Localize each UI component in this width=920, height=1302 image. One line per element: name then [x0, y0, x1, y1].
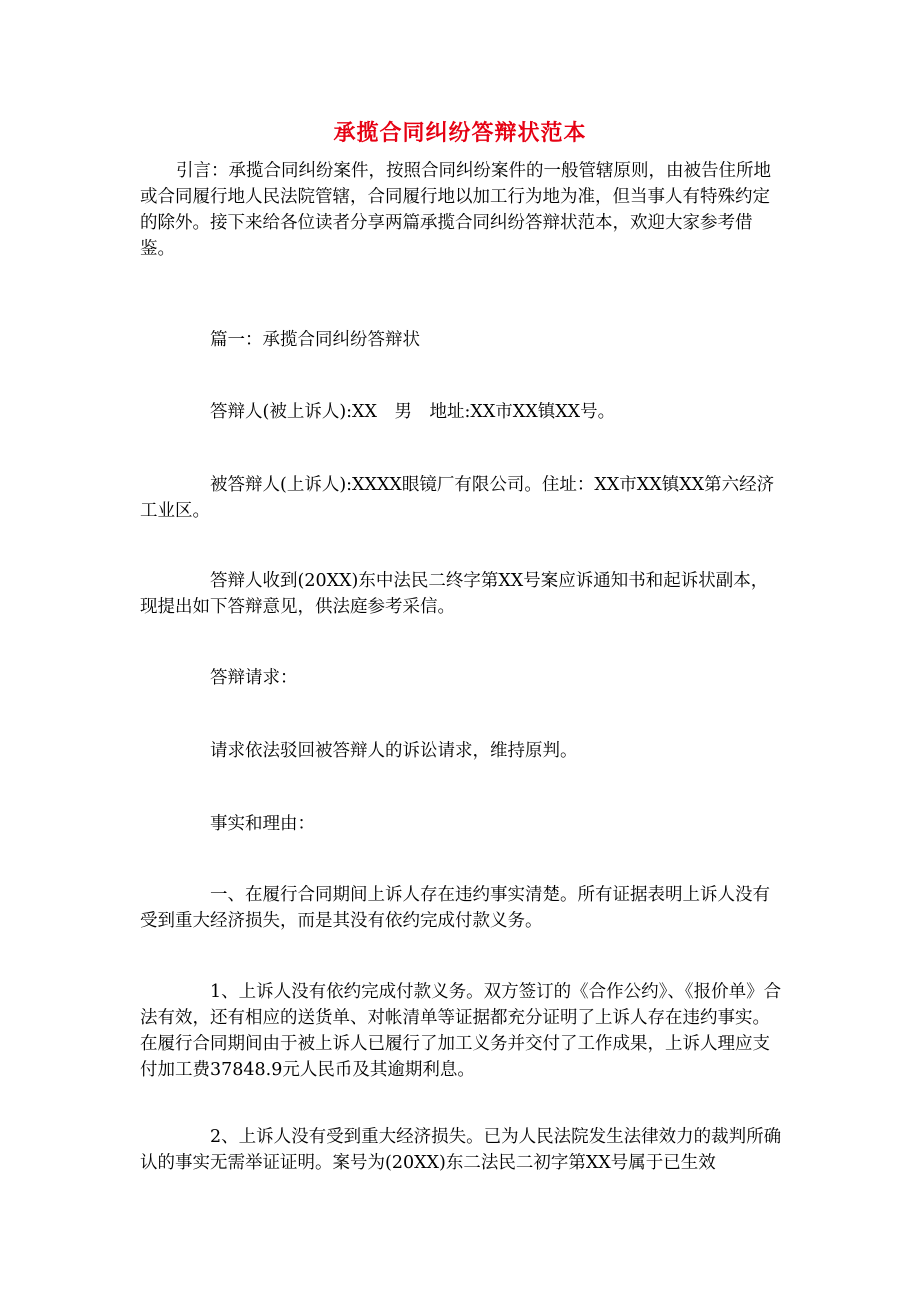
intro-paragraph: 引言：承揽合同纠纷案件，按照合同纠纷案件的一般管辖原则，由被告住所地或合同履行地人民法院管辖，合同履行地以加工行为地为准，但当事人有特殊约定的除外。接下来给各位读者分享两篇承揽合同纠纷答辩状范本，欢迎大家参考借鉴。: [140, 161, 771, 259]
appellant-paragraph: 被答辩人(上诉人):XXXX眼镜厂有限公司。住址：XX市XX镇XX第六经济工业区。: [140, 475, 775, 521]
document-title: 承揽合同纠纷答辩状范本: [333, 120, 587, 146]
respondent-paragraph: 答辩人(被上诉人):XX 男 地址:XX市XX镇XX号。: [210, 402, 616, 422]
facts-paragraph-1: 一、在履行合同期间上诉人存在违约事实清楚。所有证据表明上诉人没有受到重大经济损失，而是其没有依约完成付款义务。: [140, 885, 770, 931]
request-heading: 答辩请求：: [210, 668, 298, 688]
notice-paragraph: 答辩人收到(20XX)东中法民二终字第XX号案应诉通知书和起诉状副本，现提出如下答辩意见，供法庭参考采信。: [140, 571, 769, 617]
facts-paragraph-2: 1、上诉人没有依约完成付款义务。双方签订的《合作公约》、《报价单》合法有效，还有相应的送货单、对帐清单等证据都充分证明了上诉人存在违约事实。在履行合同期间由于被上诉人已履行了加工义务并交付了工作成果，上诉人理应支付加工费37848.9元人民币及其逾期利息。: [140, 982, 782, 1080]
section-heading: 篇一：承揽合同纠纷答辩状: [210, 330, 420, 350]
facts-paragraph-3: 2、上诉人没有受到重大经济损失。已为人民法院发生法律效力的裁判所确认的事实无需举证证明。案号为(20XX)东二法民二初字第XX号属于已生效: [140, 1127, 782, 1173]
request-paragraph: 请求依法驳回被答辩人的诉讼请求，维持原判。: [210, 741, 578, 761]
facts-heading: 事实和理由：: [210, 814, 315, 834]
